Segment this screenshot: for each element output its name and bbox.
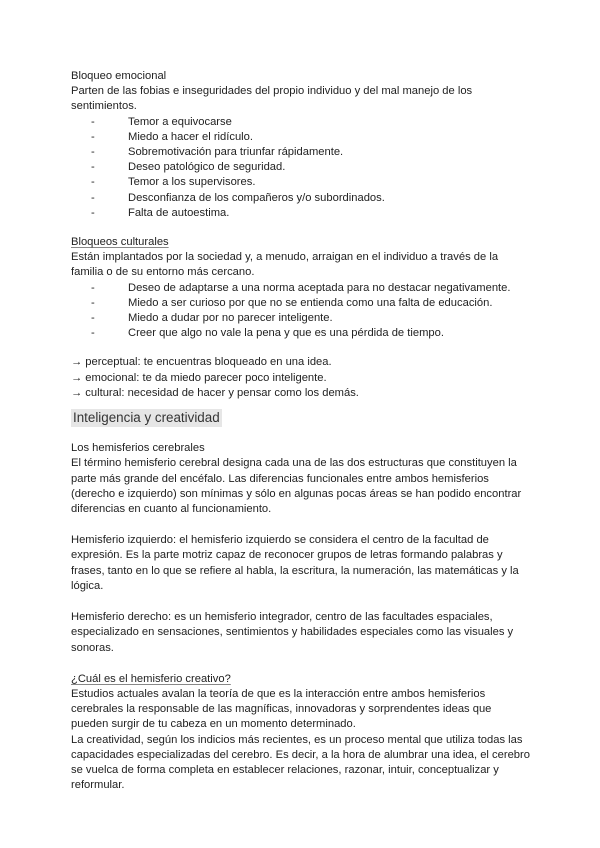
summary-line-perceptual: → perceptual: te encuentras bloqueado en una idea. [71, 356, 332, 369]
emotional-list [71, 115, 531, 221]
list-item: - Temor a los supervisores. [91, 176, 256, 189]
list-item: - Miedo a dudar por no parecer inteligente. [91, 312, 333, 325]
list-item: - Deseo de adaptarse a una norma aceptada para no destacar negativamente. [91, 281, 511, 294]
cultural-heading: Bloqueos culturales [71, 236, 169, 249]
creative-heading: ¿Cuál es el hemisferio creativo? [71, 672, 231, 685]
hemispheres-paragraph-1: El término hemisferio cerebral designa cada una de las dos estructuras que constituyen la parte más grande del encéfalo. Las diferencias funcionales entre ambos hemisferios (derecho e izquierdo) son mínimas y sólo en algunas pocas áreas se han podido encontrar diferencias en cuanto al funcionamiento. [71, 457, 522, 516]
list-item: - Miedo a ser curioso por que no se entienda como una falta de educación. [91, 296, 493, 309]
creative-paragraph-2: La creatividad, según los indicios más recientes, es un proceso mental que utiliza todas las capacidades especializadas del cerebro. Es decir, a la hora de alumbrar una idea, el cerebro se vuelca de forma completa en establecer relaciones, razonar, intuir, conceptualizar y reformular. [71, 733, 530, 792]
hemispheres-heading: Los hemisferios cerebrales [71, 442, 205, 455]
hemispheres-paragraph-right: Hemisferio derecho: es un hemisferio integrador, centro de las facultades espaciales, especializado en sensaciones, sentimientos y habilidades especiales como las visuales y sonoras. [71, 611, 514, 654]
summary-line-cultural: → cultural: necesidad de hacer y pensar como los demás. [71, 386, 359, 399]
section-title: Inteligencia y creatividad [73, 410, 220, 426]
creative-paragraph-1: Estudios actuales avalan la teoría de que es la interacción entre ambos hemisferios cerebrales la responsable de las magníficas, innovadoras y sorprendentes ideas que pueden surgir de tu cabeza en un momento determinado. [71, 687, 492, 731]
list-item: - Desconfianza de los compañeros y/o subordinados. [91, 191, 385, 204]
document-page [71, 69, 531, 793]
list-item: - Miedo a hacer el ridículo. [91, 130, 253, 143]
list-item: - Deseo patológico de seguridad. [91, 161, 286, 174]
list-item: - Temor a equivocarse [91, 115, 232, 128]
hemispheres-paragraph-left: Hemisferio izquierdo: el hemisferio izquierdo se considera el centro de la facultad de expresión. Es la parte motriz capaz de reconocer grupos de letras formando palabras y frases, tanto en lo que se refiere al habla, la escritura, la numeración, las matemáticas y la lógica. [71, 534, 519, 592]
emotional-heading: Bloqueo emocional [71, 70, 167, 82]
cultural-list [71, 281, 531, 342]
list-item: - Creer que algo no vale la pena y que es una pérdida de tiempo. [91, 327, 444, 340]
list-item: - Sobremotivación para triunfar rápidamente. [91, 146, 344, 159]
emotional-intro: Parten de las fobias e inseguridades del propio individuo y del mal manejo de los sentimientos. [71, 85, 473, 113]
cultural-intro: Están implantados por la sociedad y, a menudo, arraigan en el individuo a través de la familia o de su entorno más cercano. [71, 251, 499, 279]
list-item: - Falta de autoestima. [91, 206, 230, 219]
summary-line-emotional: → emocional: te da miedo parecer poco inteligente. [71, 371, 327, 384]
